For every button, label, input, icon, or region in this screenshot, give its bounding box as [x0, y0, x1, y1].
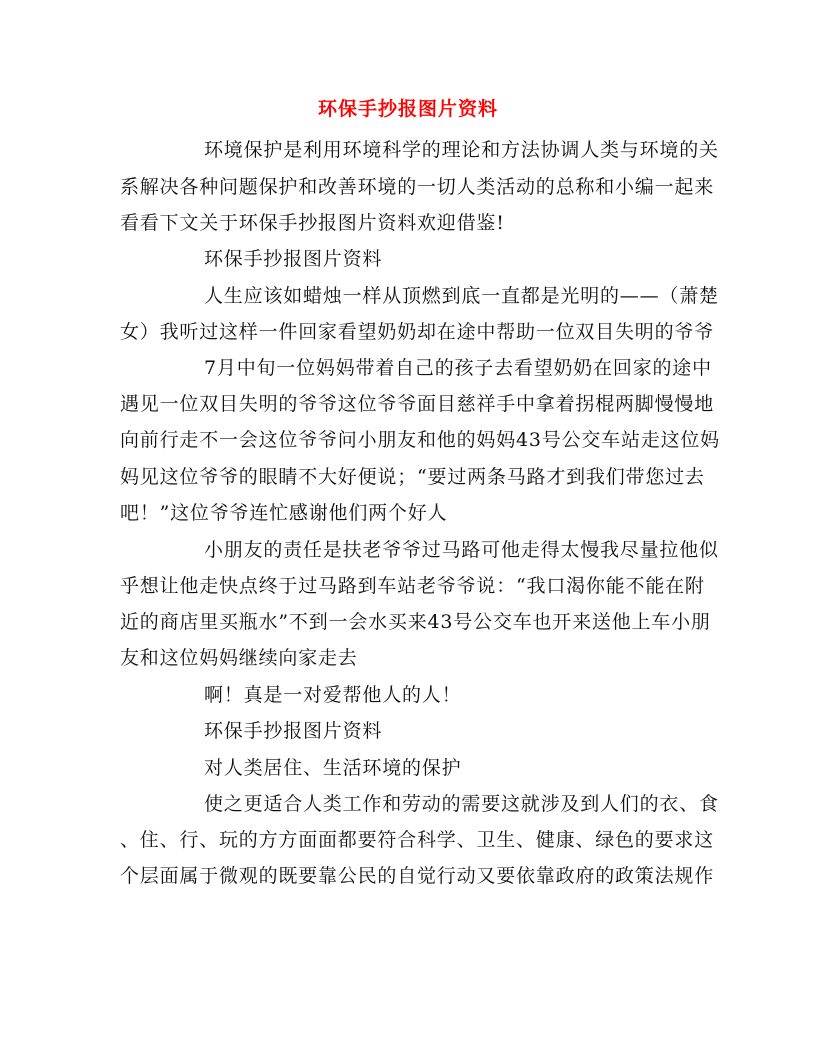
paragraph-line: 对人类居住、生活环境的保护	[204, 757, 462, 779]
document-title: 环保手抄报图片资料	[317, 98, 498, 120]
paragraph-line: 、住、行、玩的方方面面都要符合科学、卫生、健康、绿色的要求这	[120, 829, 715, 851]
paragraph-line: 妈见这位爷爷的眼睛不大好便说；“要过两条马路才到我们带您过去	[120, 466, 705, 488]
paragraph-line: 人生应该如蜡烛一样从顶燃到底一直都是光明的——（萧楚	[204, 285, 719, 307]
paragraph-line: 看看下文关于环保手抄报图片资料欢迎借鉴!	[120, 212, 505, 234]
paragraph-line: 近的商店里买瓶水”不到一会水买来43号公交车也开来送他上车小朋	[120, 611, 711, 633]
paragraph-line: 乎想让他走快点终于过马路到车站老爷爷说：“我口渴你能不能在附	[120, 575, 705, 597]
paragraph-line: 女）我听过这样一件回家看望奶奶却在途中帮助一位双目失明的爷爷	[120, 321, 715, 343]
paragraph-line: 遇见一位双目失明的爷爷这位爷爷面目慈祥手中拿着拐棍两脚慢慢地	[120, 393, 715, 415]
paragraph-line: 啊！真是一对爱帮他人的人！	[204, 684, 462, 706]
paragraph-line: 吧！”这位爷爷连忙感谢他们两个好人	[120, 502, 448, 524]
section-heading: 环保手抄报图片资料	[204, 720, 383, 742]
section-heading: 环保手抄报图片资料	[204, 248, 383, 270]
paragraph-line: 7月中旬一位妈妈带着自己的孩子去看望奶奶在回家的途中	[204, 357, 712, 379]
paragraph-line: 环境保护是利用环境科学的理论和方法协调人类与环境的关	[204, 139, 719, 161]
paragraph-line: 使之更适合人类工作和劳动的需要这就涉及到人们的衣、食	[204, 793, 719, 815]
paragraph-line: 系解决各种问题保护和改善环境的一切人类活动的总称和小编一起来	[120, 176, 715, 198]
paragraph-line: 友和这位妈妈继续向家走去	[120, 647, 358, 669]
paragraph-line: 个层面属于微观的既要靠公民的自觉行动又要依靠政府的政策法规作	[120, 865, 715, 887]
paragraph-line: 向前行走不一会这位爷爷问小朋友和他的妈妈43号公交车站走这位妈	[120, 429, 720, 451]
paragraph-line: 小朋友的责任是扶老爷爷过马路可他走得太慢我尽量拉他似	[204, 539, 719, 561]
